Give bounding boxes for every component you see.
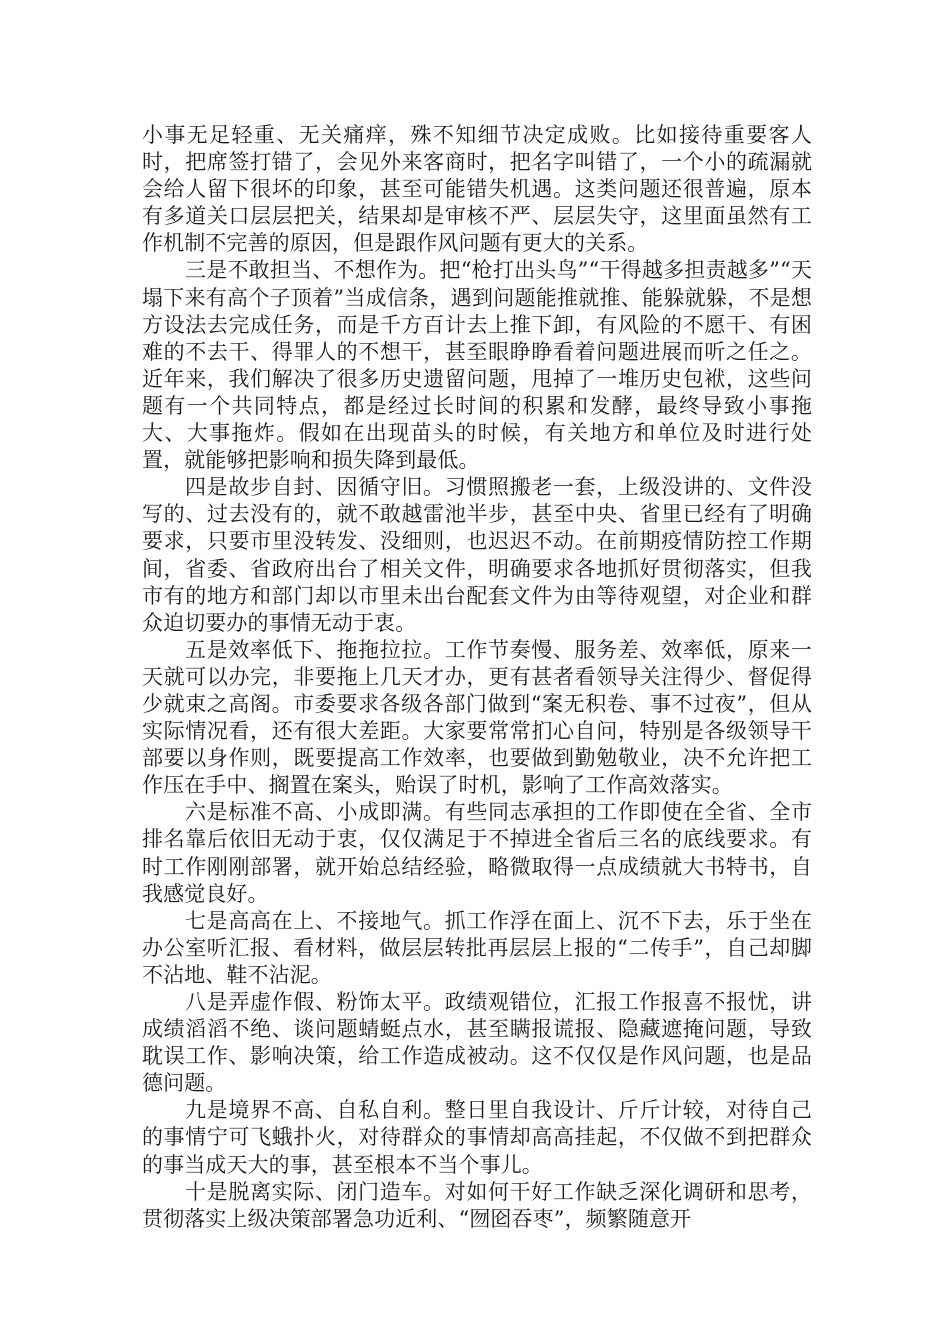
document-body	[142, 122, 812, 1233]
paragraph-3: 四是故步自封、因循守旧。习惯照搬老一套，上级没讲的、文件没写的、过去没有的，就不敢越雷池半步，甚至中央、省里已经有了明确要求，只要市里没转发、没细则，也迟迟不动。在前期疫情防控工作期间，省委、省政府出台了相关文件，明确要求各地抓好贯彻落实，但我市有的地方和部门却以市里未出台配套文件为由等待观望，对企业和群众迫切要办的事情无动于衷。	[142, 475, 812, 635]
paragraph-9: 十是脱离实际、闭门造车。对如何干好工作缺乏深化调研和思考，贯彻落实上级决策部署急功近利、“囫囵吞枣”，频繁随意开	[142, 1179, 812, 1231]
paragraph-4: 五是效率低下、拖拖拉拉。工作节奏慢、服务差、效率低，原来一天就可以办完，非要拖上几天才办，更有甚者看领导关注得少、督促得少就束之高阁。市委要求各级各部门做到“案无积卷、事不过夜”，但从实际情况看，还有很大差距。大家要常常扪心自问，特别是各级领导干部要以身作则，既要提高工作效率，也要做到勤勉敬业，决不允许把工作压在手中、搁置在案头，贻误了时机，影响了工作高效落实。	[142, 637, 812, 798]
paragraph-2: 三是不敢担当、不想作为。把“枪打出头鸟”“干得越多担责越多”“天塌下来有高个子顶着”当成信条，遇到问题能推就推、能躲就躲，不是想方设法去完成任务，而是千方百计去上推下卸，有风险的不愿干、有困难的不去干、得罪人的不想干，甚至眼睁睁看着问题进展而听之任之。近年来，我们解决了很多历史遗留问题，甩掉了一堆历史包袱，这些问题有一个共同特点，都是经过长时间的积累和发酵，最终导致小事拖大、大事拖炸。假如在出现苗头的时候，有关地方和单位及时进行处置，就能够把影响和损失降到最低。	[142, 258, 812, 473]
paragraph-6: 七是高高在上、不接地气。抓工作浮在面上、沉不下去，乐于坐在办公室听汇报、看材料，做层层转批再层层上报的“二传手”，自己却脚不沾地、鞋不沾泥。	[142, 908, 812, 987]
paragraph-1: 小事无足轻重、无关痛痒，殊不知细节决定成败。比如接待重要客人时，把席签打错了，会见外来客商时，把名字叫错了，一个小的疏漏就会给人留下很坏的印象，甚至可能错失机遇。这类问题还很普遍，原本有多道关口层层把关，结果却是审核不严、层层失守，这里面虽然有工作机制不完善的原因，但是跟作风问题有更大的关系。	[142, 123, 812, 256]
paragraph-5: 六是标准不高、小成即满。有些同志承担的工作即使在全省、全市排名靠后依旧无动于衷，仅仅满足于不掉进全省后三名的底线要求。有时工作刚刚部署，就开始总结经验，略微取得一点成绩就大书特书，自我感觉良好。	[142, 800, 812, 906]
paragraph-8: 九是境界不高、自私自利。整日里自我设计、斤斤计较，对待自己的事情宁可飞蛾扑火，对待群众的事情却高高挂起，不仅做不到把群众的事当成天大的事，甚至根本不当个事儿。	[142, 1098, 812, 1177]
paragraph-7: 八是弄虚作假、粉饰太平。政绩观错位，汇报工作报喜不报忧，讲成绩滔滔不绝、谈问题蜻蜓点水，甚至瞒报谎报、隐藏遮掩问题，导致耽误工作、影响决策，给工作造成被动。这不仅仅是作风问题，也是品德问题。	[142, 990, 812, 1096]
